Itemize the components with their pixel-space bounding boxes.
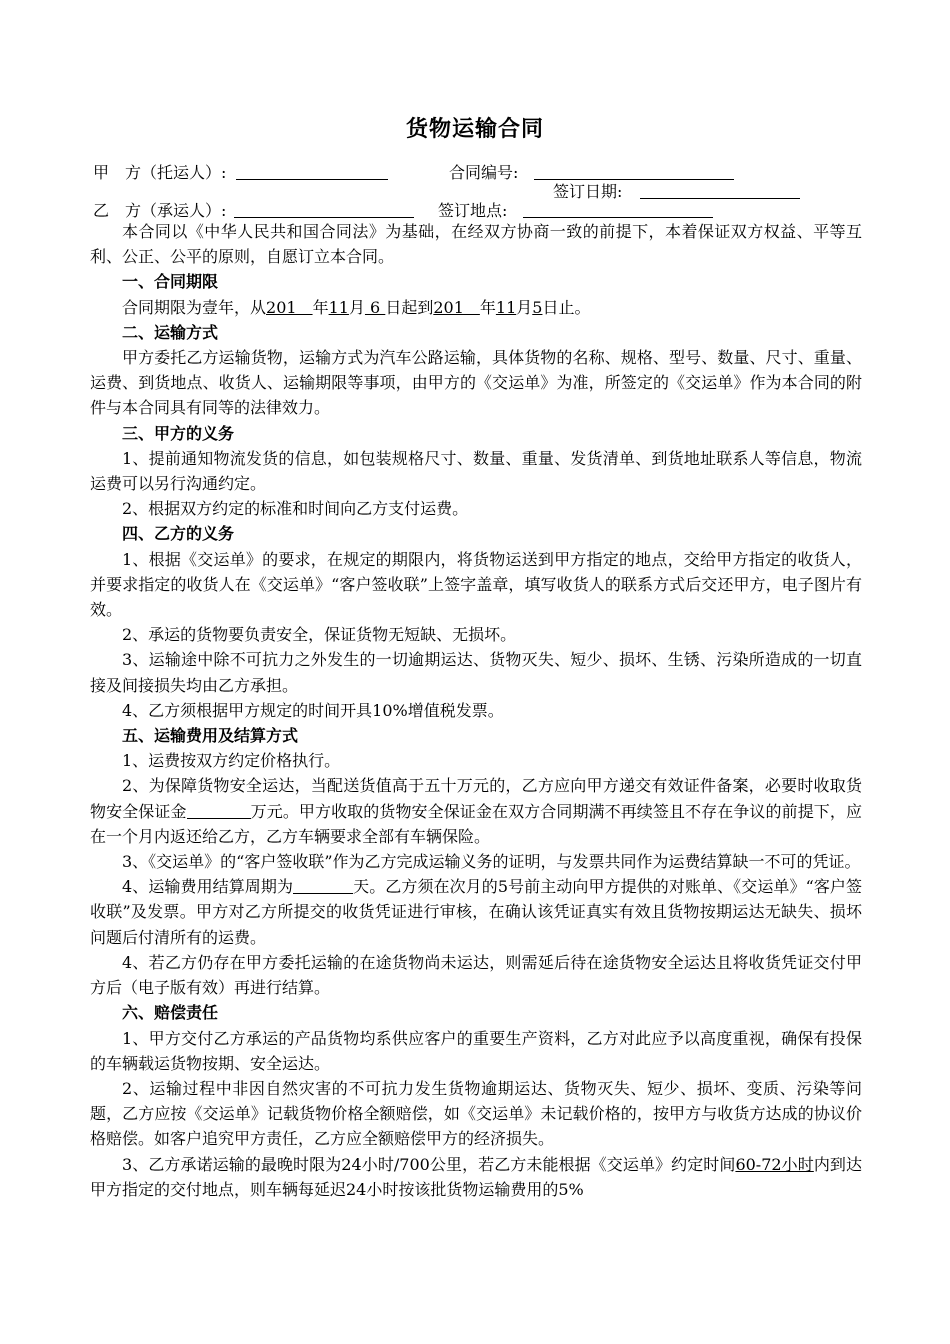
settlement-text: 4、运输费用结算周期为 xyxy=(122,877,294,897)
end-day: 5 xyxy=(532,297,543,317)
section-3-heading: 三、甲方的义务 xyxy=(122,423,235,443)
section-3-item-1: 1、提前通知物流发货的信息，如包装规格尺寸、数量、重量、发货清单、到货地址联系人等信息，物流运费可以另行沟通约定。 xyxy=(90,448,862,494)
deposit-text: 万元。甲方收取的货物安全保证金在双方合同期满不再续签且不存在争议的前提下，应在一个月内返还给乙方，乙方车辆要求全部有车辆保险。 xyxy=(90,801,862,846)
section-2-paragraph: 甲方委托乙方运输货物，运输方式为汽车公路运输，具体货物的名称、规格、型号、数量、尺寸、重量、运费、到货地点、收货人、运输期限等事项，由甲方的《交运单》为准，所签定的《交运单》作为本合同的附件与本合同具有同等的法律效力。 xyxy=(90,348,862,418)
deadline-text: 3、乙方承诺运输的最晚时限为24小时/700公里，若乙方未能根据《交运单》约定时间 xyxy=(122,1154,736,1174)
section-4-item-1: 1、根据《交运单》的要求，在规定的期限内，将货物运送到甲方指定的地点，交给甲方指定的收货人，并要求指定的收货人在《交运单》“客户签收联”上签字盖章，填写收货人的联系方式后交还甲方，电子图片有效。 xyxy=(90,549,862,620)
section-5-item-2 xyxy=(90,773,862,849)
section-5-item-5: 4、若乙方仍存在甲方委托运输的在途货物尚未运达，则需延后待在途货物安全运达且将收货凭证交付甲方后（电子版有效）再进行结算。 xyxy=(90,952,862,998)
sign-place-label: 签订地点: xyxy=(438,201,508,220)
section-5-heading: 五、运输费用及结算方式 xyxy=(122,726,299,746)
deposit-amount-field[interactable] xyxy=(187,804,251,819)
sign-date-field[interactable] xyxy=(640,182,800,199)
section-6-item-1: 1、甲方交付乙方承运的产品货物均系供应客户的重要生产资料，乙方对此应予以高度重视，确保有投保的车辆载运货物按期、安全运达。 xyxy=(90,1028,862,1073)
section-6-heading: 六、赔偿责任 xyxy=(122,1003,219,1023)
term-text: 月 xyxy=(348,297,365,317)
section-6-item-3 xyxy=(90,1152,862,1202)
term-text: 年 xyxy=(479,297,496,317)
document-title: 货物运输合同 xyxy=(405,117,544,142)
term-text: 日起到 xyxy=(385,297,434,317)
section-5-item-4 xyxy=(90,874,862,950)
section-4-heading: 四、乙方的义务 xyxy=(122,524,235,544)
contract-no-label: 合同编号: xyxy=(449,163,519,182)
section-1-heading: 一、合同期限 xyxy=(122,272,219,292)
contract-term-paragraph xyxy=(90,295,862,320)
section-4-item-3: 3、运输途中除不可抗力之外发生的一切逾期运达、货物灭失、短少、损坏、生锈、污染所造成的一切直接及间接损失均由乙方承担。 xyxy=(90,650,862,695)
section-4-item-2: 2、承运的货物要负责安全，保证货物无短缺、无损坏。 xyxy=(122,625,517,645)
party-a-line xyxy=(93,162,388,184)
section-5-item-1: 1、运费按双方约定价格执行。 xyxy=(122,751,341,771)
section-5-item-3: 3、《交运单》的“客户签收联”作为乙方完成运输义务的证明，与发票共同作为运费结算缺一不可的凭证。 xyxy=(122,852,861,872)
term-text: 日止。 xyxy=(542,297,591,317)
party-a-label: 甲 方（托运人）: xyxy=(93,163,227,182)
term-text: 年 xyxy=(312,297,329,317)
section-3-item-2: 2、根据双方约定的标准和时间向乙方支付运费。 xyxy=(122,499,469,519)
section-4-item-4: 4、乙方须根据甲方规定的时间开具10%增值税发票。 xyxy=(122,700,504,720)
intro-paragraph: 本合同以《中华人民共和国合同法》为基础，在经双方协商一致的前提下，本着保证双方权益、平等互利、公正、公平的原则，自愿订立本合同。 xyxy=(90,222,862,267)
start-year: 201 xyxy=(266,297,313,317)
party-b-label: 乙 方（承运人）: xyxy=(93,201,227,220)
term-text: 月 xyxy=(516,297,533,317)
contract-body xyxy=(90,219,862,1202)
settlement-days-field[interactable] xyxy=(293,879,353,894)
deadline-hours: 60-72小时 xyxy=(735,1154,814,1174)
start-month: 11 xyxy=(328,297,349,317)
section-6-item-2: 2、运输过程中非因自然灾害的不可抗力发生货物逾期运达、货物灭失、短少、损坏、变质、污染等问题，乙方应按《交运单》记载货物价格全额赔偿，如《交运单》未记载价格的，按甲方与收货方达成的协议价格赔偿。如客户追究甲方责任，乙方应全额赔偿甲方的经济损失。 xyxy=(90,1078,862,1149)
start-day: 6 xyxy=(364,297,386,317)
end-month: 11 xyxy=(495,297,517,317)
sign-date-label: 签订日期: xyxy=(553,182,623,201)
contract-no-field[interactable] xyxy=(534,163,734,180)
settlement-text: 天。乙方须在次月的5号前主动向甲方提供的对账单、《交运单》“客户签收联”及发票。甲方对乙方所提交的收货凭证进行审核，在确认该凭证真实有效且货物按期运达无缺失、损坏问题后付清所有的运费。 xyxy=(90,877,862,947)
deposit-text: 2、为保障货物安全运达，当配送货值高于五十万元的，乙方应向甲方递交有效证件备案，必要时收取货物安全保证金 xyxy=(90,776,862,821)
term-text: 合同期限为壹年，从 xyxy=(122,297,267,317)
end-year: 201 xyxy=(433,297,480,317)
deadline-text: 内到达甲方指定的交付地点，则车辆每延迟24小时按该批货物运输费用的5% xyxy=(90,1154,862,1199)
sign-place-field[interactable] xyxy=(523,201,713,218)
section-2-heading: 二、运输方式 xyxy=(122,322,219,342)
party-a-field[interactable] xyxy=(236,163,388,180)
party-b-field[interactable] xyxy=(234,201,414,218)
